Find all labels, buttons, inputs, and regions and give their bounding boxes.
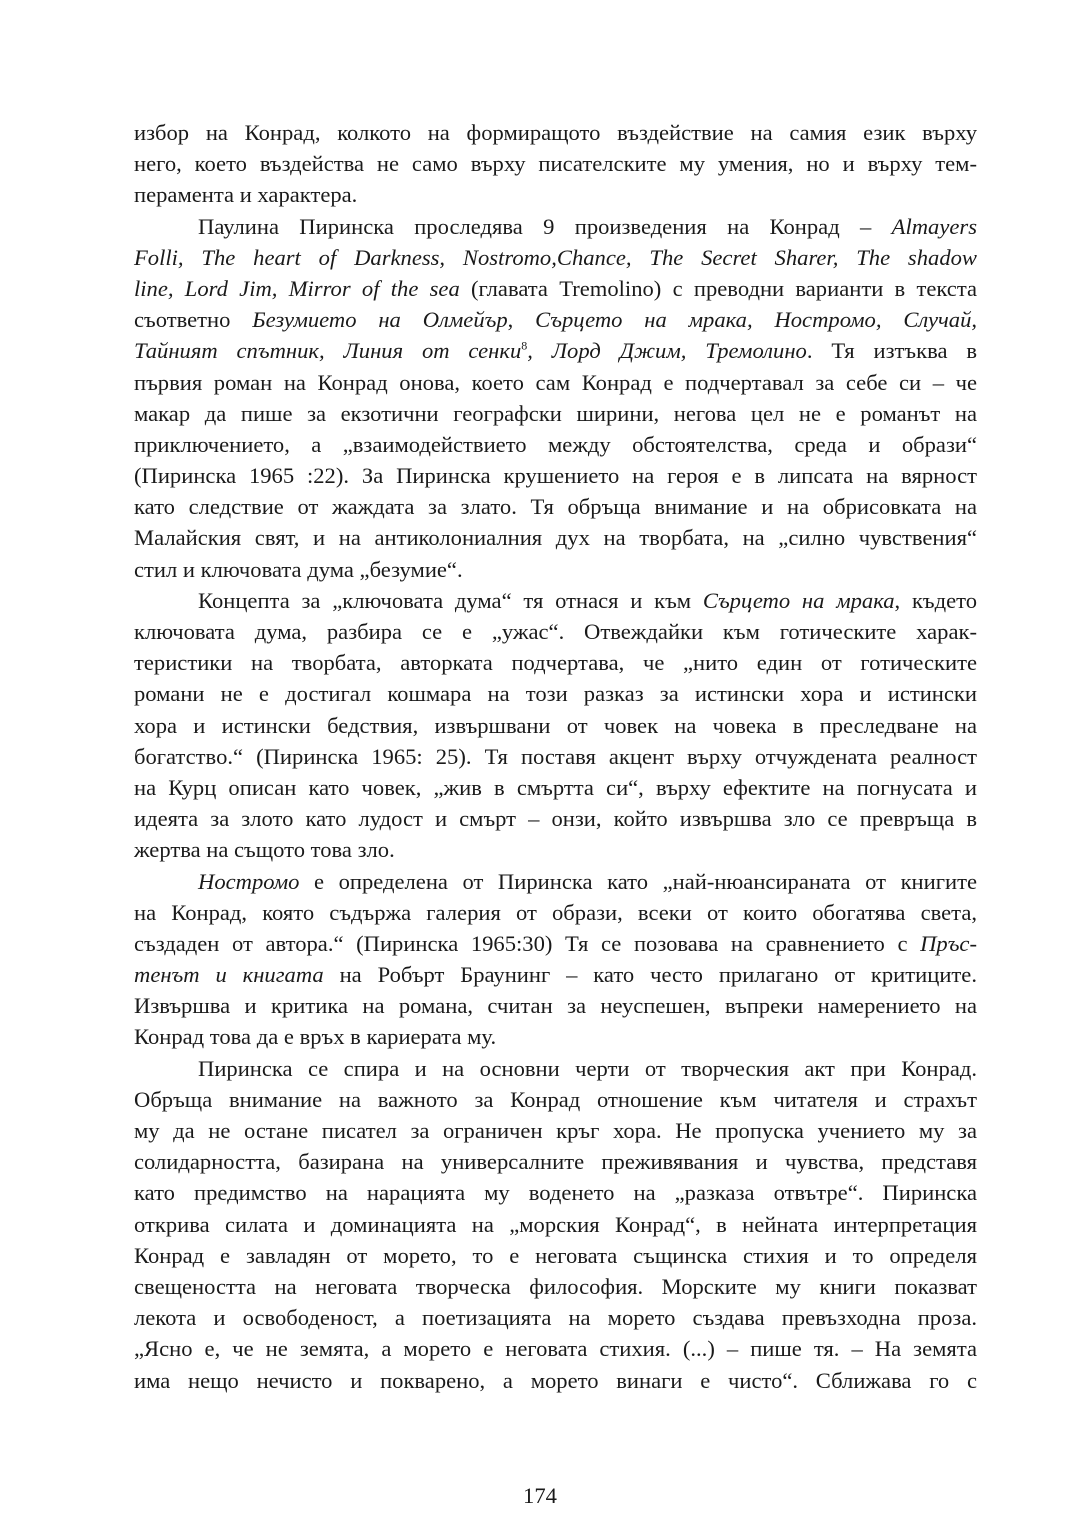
text-run: избор на Конрад, колкото на формиращото въздействие на самия език върху [134, 120, 977, 145]
italic-title: Пръс- [920, 930, 977, 956]
text-run: свещеността на неговата творческа философия. Морските му книги показват [134, 1273, 977, 1299]
text-line [134, 1271, 977, 1302]
text-line [134, 554, 977, 585]
italic-title: Almayers [891, 213, 977, 239]
text-line [134, 803, 977, 834]
paragraph [134, 211, 977, 585]
text-line [134, 179, 977, 210]
text-run: . Тя изтъква в [806, 338, 977, 364]
text-line [134, 834, 977, 865]
text-run: е определена от Пиринска като „най-нюансираната от книгите [299, 868, 977, 894]
text-line [134, 1115, 977, 1146]
italic-title: , Лорд Джим, Тремолино [527, 338, 807, 364]
italic-title: Сърцето на мрака, Ностромо, Случай, [535, 307, 978, 333]
text-run: „Ясно е, че не земята, а морето е неговата стихия. (...) – пише тя. – На земята [134, 1336, 977, 1362]
text-run: на Конрад, която съдържа галерия от образи, всеки от които обогатява света, [134, 899, 977, 925]
text-line [134, 897, 977, 928]
text-line [134, 1240, 977, 1271]
text-run: , където [894, 587, 978, 613]
italic-title: Folli, The heart of Darkness, Nostromo,Chance, The Secret Sharer, The shadow [134, 244, 977, 270]
italic-title: Сърцето на мрака [702, 587, 895, 613]
text-run: идеята за злото като лудост и смърт – онзи, който извършва зло се превръща в [134, 806, 977, 832]
text-run: създаден от автора.“ (Пиринска 1965:30) Тя се позовава на сравнението с [134, 930, 921, 956]
text-run: макар да пише за екзотични географски ширини, негова цел не е романът на [134, 400, 977, 426]
text-line [134, 710, 977, 741]
text-run: като следствие от жаждата за злато. Тя обръща внимание и на обрисовката на [134, 494, 977, 520]
page-number: 174 [523, 1483, 557, 1508]
text-run: богатство.“ (Пиринска 1965: 25). Тя поставя акцент върху отчуждената реалност [134, 743, 977, 769]
text-run: приключението, а „взаимодействието между обстоятелства, среда и образи“ [134, 431, 977, 457]
text-run: лекота и освободеност, а поетизацията на морето създава превъзходна проза. [134, 1305, 977, 1331]
text-line [134, 460, 977, 491]
text-run: Конрад е завладян от морето, то е неговата същинска стихия и то определя [134, 1242, 977, 1268]
text-body [134, 117, 977, 1396]
text-line [134, 959, 977, 990]
text-line [134, 273, 977, 304]
text-run: (главата Tremolino) с преводни варианти в текста [459, 275, 978, 301]
text-run: стил и ключовата дума „безумие“. [134, 556, 463, 582]
text-run: като предимство на нарацията му воденето на „разказа отвътре“. Пиринска [134, 1180, 977, 1206]
text-line [134, 491, 977, 522]
italic-title: тенът и книгата [134, 962, 324, 988]
text-run: има нещо нечисто и покварено, а морето винаги е чисто“. Сближава го с [134, 1367, 977, 1393]
text-line [134, 928, 977, 959]
paragraph [134, 117, 977, 211]
text-run: Конрад това да е връх в кариерата му. [134, 1024, 497, 1050]
text-line [134, 866, 977, 897]
text-line [134, 242, 977, 273]
text-run: на Робърт Браунинг – като често прилагано от критиците. [323, 962, 977, 988]
text-line [134, 678, 977, 709]
text-run: му да не остане писател за ограничен кръг хора. Не пропуска учението му за [134, 1118, 977, 1143]
text-line [134, 1084, 977, 1115]
text-run: ключовата дума, разбира се е „ужас“. Отвеждайки към готическите харак- [134, 619, 977, 644]
italic-title: line, Lord Jim, Mirror of the sea [134, 275, 460, 301]
text-line [134, 772, 977, 803]
paragraph [134, 585, 977, 866]
text-line [134, 304, 977, 335]
text-line [134, 647, 977, 678]
text-run: перамента и характера. [134, 182, 358, 208]
text-run: Малайския свят, и на антиколониалния дух на творбата, на „силно чувствения“ [134, 525, 977, 551]
text-run: жертва на същото това зло. [134, 837, 395, 863]
text-line [134, 398, 977, 429]
text-run: Обръща внимание на важното за Конрад отношение към читателя и страхът [134, 1086, 977, 1112]
text-run: Извършва и критика на романа, считан за неуспешен, въпреки намерението на [134, 993, 977, 1019]
text-run: Пиринска се спира и на основни черти от творческия акт при Конрад. [198, 1055, 977, 1081]
text-run: открива силата и доминацията на „морския Конрад“, в нейната интерпретация [134, 1211, 977, 1237]
text-line [134, 741, 977, 772]
italic-title: Ностромо [198, 868, 300, 894]
text-run: теристики на творбата, авторката подчертава, че „нито един от готическите [134, 650, 977, 676]
text-run: Паулина Пиринска проследява 9 произведения на Конрад – [198, 213, 892, 239]
text-line [134, 429, 977, 460]
text-run: хора и истински бедствия, извършвани от човек на човека в преследване на [134, 712, 977, 738]
text-line [134, 522, 977, 553]
text-run: солидарността, базирана на универсалните преживявания и чувства, представя [134, 1149, 977, 1175]
text-run: на Курц описан като човек, „жив в смъртта си“, върху ефектите на погнусата и [134, 774, 977, 800]
text-line [134, 1302, 977, 1333]
text-run: (Пиринска 1965 :22). За Пиринска крушението на героя е в липсата на вярност [134, 463, 977, 489]
paragraph [134, 866, 977, 1053]
text-run: Концепта за „ключовата дума“ тя отнася и към [198, 587, 703, 613]
text-run: романи не е достигал кошмара на този разказ за истински хора и истински [134, 681, 977, 707]
text-line [134, 990, 977, 1021]
text-line [134, 335, 977, 366]
text-line [134, 1053, 977, 1084]
text-line [134, 367, 977, 398]
text-line [134, 1365, 977, 1396]
footnote-marker: 8 [521, 338, 528, 353]
text-line [134, 585, 977, 616]
text-line [134, 1146, 977, 1177]
text-line [134, 1209, 977, 1240]
text-line [134, 117, 977, 148]
text-line [134, 211, 977, 242]
text-line [134, 148, 977, 179]
text-run: , [507, 307, 536, 333]
text-line [134, 1333, 977, 1364]
text-line [134, 616, 977, 647]
text-run: съответно [134, 307, 253, 333]
text-line [134, 1021, 977, 1052]
text-line [134, 1177, 977, 1208]
paragraph [134, 1053, 977, 1396]
text-run: първия роман на Конрад онова, което сам Конрад е подчертавал за себе си – че [134, 369, 977, 395]
italic-title: Безумието на Олмейър [252, 307, 508, 333]
italic-title: Тайният спътник, Линия от сенки [134, 338, 522, 364]
text-run: него, което въздейства не само върху писателските му умения, но и върху тем- [134, 151, 977, 177]
